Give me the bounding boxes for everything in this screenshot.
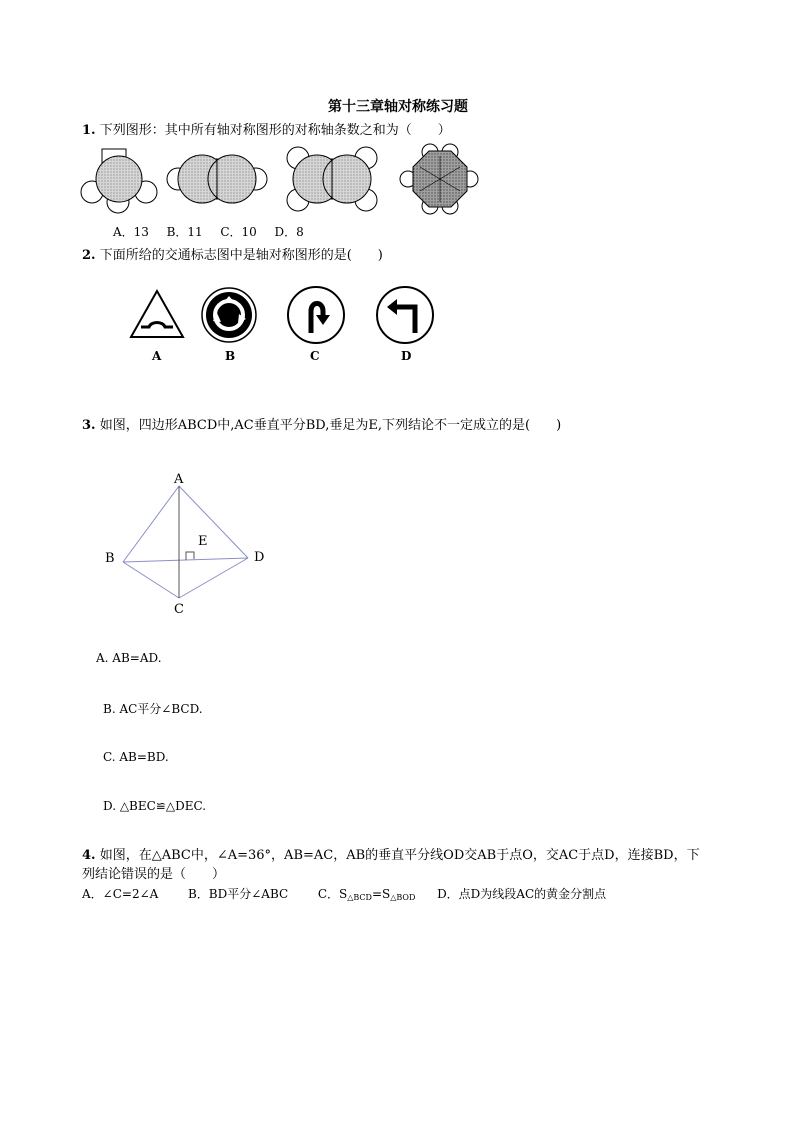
question-1-figures	[80, 144, 480, 216]
q1-option-a[interactable]: A．13	[113, 225, 149, 239]
question-2-text: 下面所给的交通标志图中是轴对称图形的是( )	[99, 248, 383, 263]
question-2-signs	[125, 285, 445, 347]
point-label-d: D	[254, 550, 265, 565]
point-label-b: B	[105, 551, 115, 566]
point-label-a: A	[174, 472, 184, 487]
q1-option-d[interactable]: D．8	[274, 225, 304, 239]
page-title: 第十三章轴对称练习题	[328, 99, 468, 115]
q3-option-a[interactable]: A. AB=AD.	[96, 651, 162, 665]
q1-option-b[interactable]: B．11	[166, 225, 203, 239]
sign-b-roundabout-icon	[202, 288, 256, 342]
question-3	[82, 414, 561, 433]
q3-option-c[interactable]: C. AB=BD.	[103, 750, 169, 764]
question-1-text: 下列图形：其中所有轴对称图形的对称轴条数之和为（ ）	[99, 123, 451, 138]
q4-option-c[interactable]: C．$S_{\triangle BCD}=S_{\triangle BOD}$	[317, 887, 416, 902]
question-2-number: 2.	[82, 248, 96, 263]
question-3-diagram	[100, 470, 270, 620]
q1-figure-4	[400, 144, 478, 214]
question-4	[82, 844, 700, 863]
question-3-text: 如图，四边形ABCD中,AC垂直平分BD,垂足为E,下列结论不一定成立的是( )	[99, 418, 562, 433]
q4-option-d[interactable]: D．点D为线段AC的黄金分割点	[437, 887, 607, 901]
sign-label-d[interactable]: D	[401, 349, 412, 363]
question-1	[82, 119, 451, 138]
question-3-number: 3.	[82, 418, 96, 433]
sign-label-a[interactable]: A	[152, 349, 162, 363]
q4-option-b[interactable]: B．BD平分∠ABC	[187, 887, 289, 901]
point-label-e: E	[198, 534, 208, 549]
question-4-number: 4.	[82, 848, 96, 863]
question-4-options	[82, 885, 606, 902]
question-2	[82, 244, 383, 263]
question-4-text-line2: 列结论错误的是（ ）	[82, 867, 226, 882]
question-1-options	[113, 223, 304, 240]
sign-d-left-turn-icon	[377, 287, 433, 343]
question-1-number: 1.	[82, 123, 96, 138]
q1-figure-3	[287, 147, 377, 211]
point-label-c: C	[174, 602, 184, 617]
q1-option-c[interactable]: C．10	[220, 225, 257, 239]
sign-a-hump-icon	[131, 291, 183, 337]
question-4-text-line1: 如图，在△ABC中，∠A=36°，AB=AC，AB的垂直平分线OD交AB于点O，交AC于点D，连接BD，下	[99, 848, 700, 863]
q4-option-a[interactable]: A．∠C=2∠A	[82, 887, 159, 901]
sign-label-c[interactable]: C	[310, 349, 320, 363]
sign-label-b[interactable]: B	[225, 349, 236, 363]
q1-figure-2	[167, 155, 267, 203]
q3-option-d[interactable]: D. △BEC≌△DEC.	[103, 799, 207, 813]
q1-figure-1	[81, 149, 157, 213]
sign-c-uturn-icon	[288, 287, 344, 343]
q3-option-b[interactable]: B. AC平分∠BCD.	[103, 702, 203, 716]
